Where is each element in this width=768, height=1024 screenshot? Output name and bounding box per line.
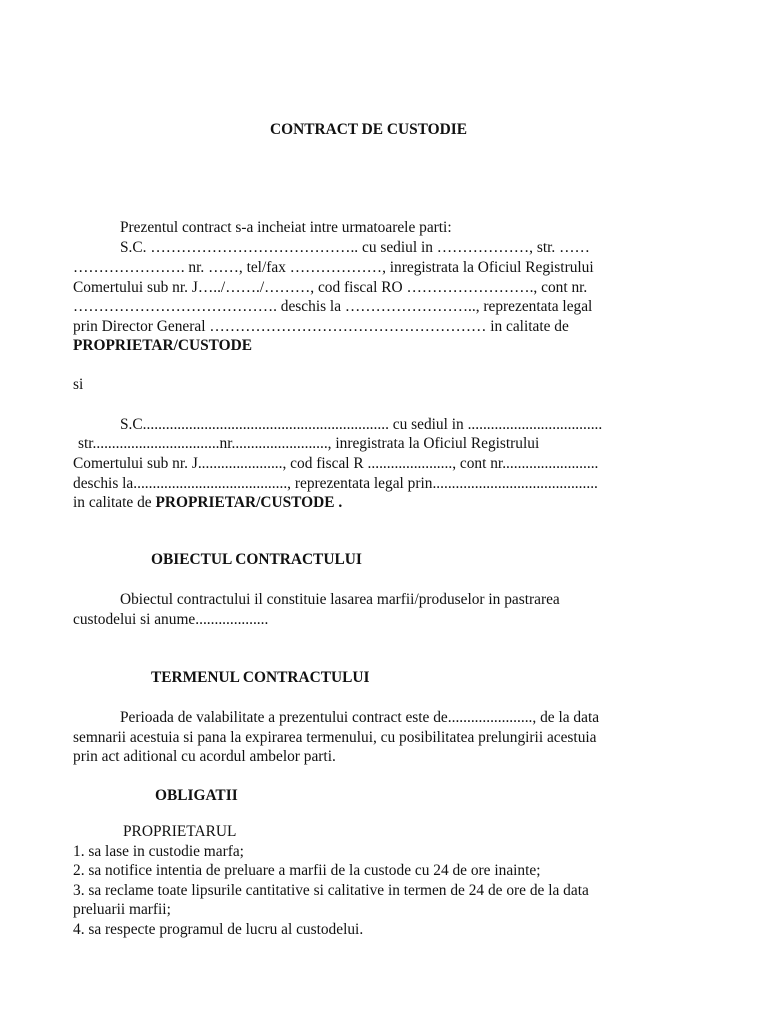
party1-line-3: Comertului sub nr. J…../……./………, cod fiscal RO ……………………., cont nr. <box>73 279 588 296</box>
party1-line-4: …………………………………. deschis la …………………….., reprezentata legal <box>73 298 593 315</box>
term-line-2: semnarii acestuia si pana la expirarea termenului, cu posibilitatea prelungirii acestuia <box>73 729 597 746</box>
party2-line-3: Comertului sub nr. J......................, cod fiscal R ......................, cont nr......................... <box>73 455 599 472</box>
document-title: CONTRACT DE CUSTODIE <box>270 121 467 138</box>
party2-role-prefix: in calitate de <box>73 494 156 511</box>
term-line-1: Perioada de valabilitate a prezentului contract este de......................, de la data <box>120 709 600 726</box>
party1-line-5: prin Director General ……………………………………………… in calitate de <box>73 318 569 335</box>
party2-role: PROPRIETAR/CUSTODE . <box>155 494 343 511</box>
obligation-item-4: 4. sa respecte programul de lucru al custodelui. <box>73 921 364 938</box>
party2-line-1: S.C................................................................ cu sediul in ................................... <box>120 416 603 433</box>
party2-line-5 <box>73 494 342 512</box>
term-line-3: prin act aditional cu acordul ambelor parti. <box>73 748 336 765</box>
party1-line-1: S.C. ………………………………….. cu sediul in ………………, str. …… <box>120 239 590 256</box>
obligation-item-3: 3. sa reclame toate lipsurile cantitative si calitative in termen de 24 de ore de la data <box>73 882 589 899</box>
obligation-item-3-cont: preluarii marfii; <box>73 901 171 918</box>
parties-intro: Prezentul contract s-a incheiat intre urmatoarele parti: <box>120 219 452 236</box>
and-connector: si <box>73 376 84 393</box>
term-heading: TERMENUL CONTRACTULUI <box>151 669 370 686</box>
obligations-subheading: PROPRIETARUL <box>123 823 237 840</box>
object-line-1: Obiectul contractului il constituie lasarea marfii/produselor in pastrarea <box>120 591 560 608</box>
object-line-2: custodelui si anume................... <box>73 611 269 628</box>
obligation-item-2: 2. sa notifice intentia de preluare a marfii de la custode cu 24 de ore inainte; <box>73 862 541 879</box>
obligation-item-1: 1. sa lase in custodie marfa; <box>73 843 244 860</box>
obligations-heading: OBLIGATII <box>155 787 238 804</box>
object-heading: OBIECTUL CONTRACTULUI <box>151 551 362 568</box>
party2-line-2: str.................................nr........................., inregistrata la Oficiul Registrului <box>78 435 540 452</box>
party1-line-2: …………………. nr. ……, tel/fax ………………, inregistrata la Oficiul Registrului <box>73 259 594 276</box>
party1-role: PROPRIETAR/CUSTODE <box>73 337 253 354</box>
party2-line-4: deschis la........................................, reprezentata legal prin........................................... <box>73 475 598 492</box>
